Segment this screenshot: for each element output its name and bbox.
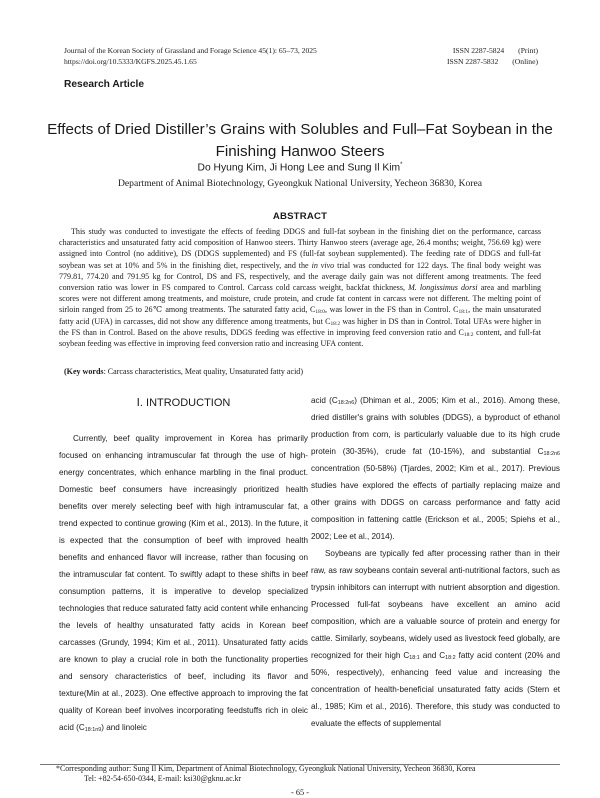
footnote-line-2: Tel: +82-54-650-0344, E-mail: ksi30@gknu.ac.kr [84, 774, 242, 784]
journal-citation: Journal of the Korean Society of Grassland and Forage Science 45(1): 65–73, 2025 [64, 46, 317, 55]
article-type: Research Article [64, 79, 145, 90]
intro-column-left [59, 430, 308, 736]
affiliation: Department of Animal Biotechnology, Gyeongkuk National University, Yecheon 36830, Korea [117, 178, 483, 189]
intro-paragraph-1: Currently, beef quality improvement in Korea has primarily focused on enhancing intramuscular fat through the use of high-energy concentrates, which enhance marbling in the final product. Domestic beef consumers have increasingly prioritized health benefits over merely selecting beef with high intramuscular fat, a trend expected to continue growing (Kim et al., 2013). In the future, it is expected that the consumption of beef with improved health benefits and enhanced flavor will increase, rather than focusing on the intramuscular fat content. To swiftly adapt to these shifts in beef consumption patterns, it is imperative to develop specialized technologies that reduce saturated fatty acid content while enhancing the levels of healthy unsaturated fatty acids in Korean beef carcasses (Grundy, 1994; Kim et al., 2011). Unsaturated fatty acids are known to play a crucial role in both the functionality properties and sensory characteristics of beef, including its flavor and texture(Min at al., 2023). One effective approach to improving the fat quality of Korean beef involves incorporating feedstuffs rich in oleic acid $(C_{18:1n9})$ and linoleic [59, 434, 308, 733]
article-title [40, 119, 560, 163]
intro-paragraph-continued: acid $(C_{18:2n6})$ (Dhiman et al., 2005; Kim et al., 2016). Among these, dried distiller's grains with solubles (DDGS), a byproduct of ethanol production from corn, is particularly valuable due to its high crude protein (30-35%), crude fat (10-15%), and substantial $C_{18:2n6}$ concentration (50-58%) (Tjardes, 2002; Kim et al., 2017). Previous studies have explored the effects of partially replacing maize and other grains with DDGS on carcass performance and fatty acid composition in fattening cattle (Erickson et al., 2005; Spiehs et al., 2002; Lee et al., 2014). [311, 396, 560, 541]
corresponding-author-footnote [56, 764, 556, 785]
doi-link[interactable]: https://doi.org/10.5333/KGFS.2025.45.1.65 [64, 56, 197, 66]
page-number: - 65 - [291, 788, 309, 797]
keywords-label: (Key words [64, 367, 104, 376]
intro-column-right [311, 392, 560, 732]
title-line-2: Finishing Hanwoo Steers [215, 143, 385, 160]
intro-paragraph-2: Soybeans are typically fed after processing rather than in their raw, as raw soybeans contain several anti-nutritional factors, such as trypsin inhibitors can interrupt with nutrient absorption and digestion. Processed full-fat soybeans have excellent an amino acid composition, which are a valuable source of protein and energy for cattle. Similarly, soybeans, widely used as livestock feed globally, are recognized for their high $C_{18:1}$ and $C_{18:2}$ fatty acid content (20% and 50%, respectively), enhancing feed value and increasing the concentration of health-beneficial unsaturated fatty acids (Stern et al., 1985; Kim et al., 2016). Therefore, this study was conducted to evaluate the effects of supplemental [311, 549, 560, 728]
abstract-heading: ABSTRACT [272, 211, 328, 222]
issn-online: ISSN 2287-5832 [447, 56, 499, 66]
keywords-text: : Carcass characteristics, Meat quality, Unsaturated fatty acid) [103, 367, 304, 376]
abstract-text: This study was conducted to investigate the effects of feeding DDGS and full-fat soybean in the finishing diet on the performance, carcass characteristics and unsaturated fatty acid composition of Hanwoo steers. Thirty Hanwoo steers (average age, 26.4 months; weight, 756.69 kg) were assigned into Control (no additive), DS (DDGS supplemented) and FS (full-fat soybean supplemented). The feeding rate of DDGS and full-fat soybean was set at 10% and 5% in the finishing diet, respectively, and the in vivo trial was conducted for 122 days. The final body weight was 779.81, 774.20 and 791.95 kg for Control, DS and FS, respectively, and the average daily gain was not different among treatments. The feed conversion ratio was lower in FS compared to Control. Carcass cold carcass weight, backfat thickness, M. longissimus dorsi area and marbling scores were not different among treatments, and moisture, crude protein, and crude fat content in carcass were not different. The melting point of sirloin ranged from 25 to 26℃ among treatments. The saturated fatty acid, $C_{18:0}$, was lower in the FS than in Control. $C_{18:1}$, the main unsaturated fatty acid (UFA) in carcasses, did not show any difference among treatments, but $C_{18:2}$ was higher in DS than in Control. Total UFAs were higher in the FS than in Control. Based on the above results, DDGS feeding was effective in improving feed conversion ratio and $C_{18:2}$ content, and full-fat soybean feeding was effective in improving feed conversion ratio and increasing UFA content. [59, 227, 542, 349]
issn-print-type: (Print) [518, 46, 538, 55]
section-heading-introduction: Ⅰ. INTRODUCTION [136, 397, 231, 409]
author-list [40, 162, 560, 173]
footnote-line-1: *Corresponding author: Sung Il Kim, Department of Animal Biotechnology, Gyeongkuk National University, Yecheon 36830, Korea [56, 764, 476, 773]
author-names: Do Hyung Kim, Ji Hong Lee and Sung Il Kim [197, 162, 401, 174]
corresponding-mark: * [400, 162, 403, 168]
keywords [64, 366, 544, 377]
issn-online-type: (Online) [512, 56, 538, 66]
journal-header [64, 46, 317, 67]
issn-print: ISSN 2287-5824 [452, 46, 505, 55]
issn-block [447, 46, 538, 67]
title-line-1: Effects of Dried Distiller’s Grains with Solubles and Full–Fat Soybean in the [47, 121, 553, 138]
